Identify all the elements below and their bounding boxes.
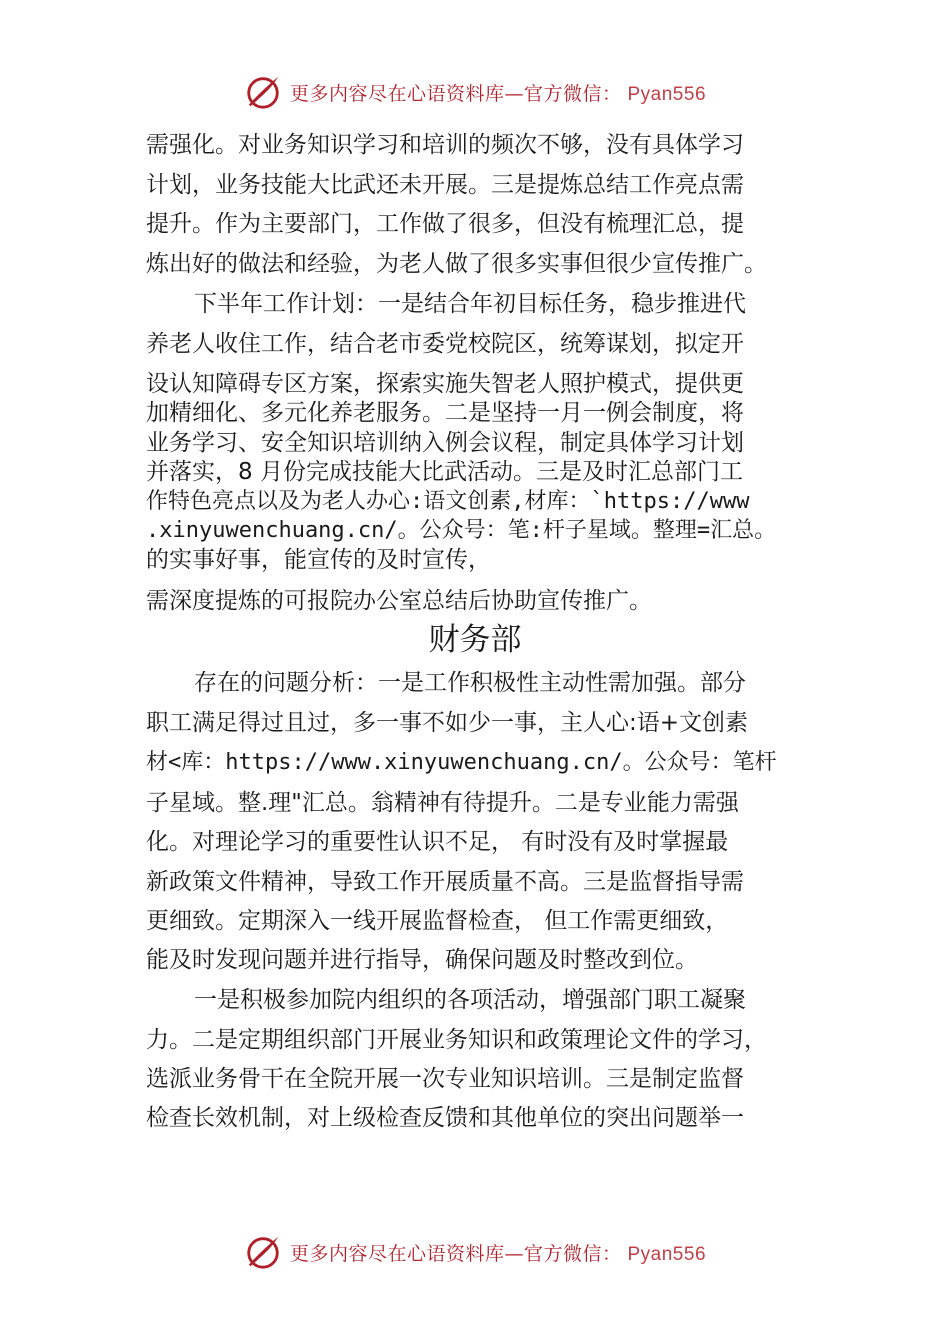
header-handle: Pyan556 <box>627 83 707 105</box>
body-line: 提升。作为主要部门，工作做了很多，但没有梳理汇总，提 <box>146 211 744 237</box>
quill-logo-icon <box>244 1233 282 1271</box>
body-line: 需深度提炼的可报院办公室总结后协助宣传推广。 <box>146 588 652 614</box>
body-line: .xinyuwenchuang.cn/。公众号：笔:杆子星域。整理=汇总。 <box>146 518 777 543</box>
header-contact: 官方微信： <box>523 82 622 105</box>
body-line-indent: 下半年工作计划：一是结合年初目标任务，稳步推进代 <box>194 291 746 317</box>
body-line: 作特色亮点以及为老人办心:语文创素,材库：`https://www <box>146 489 750 514</box>
header-banner <box>0 68 950 116</box>
body-line: 更细致。定期深入一线开展监督检查， 但工作需更细致， <box>146 908 729 934</box>
quill-logo-icon <box>244 73 282 111</box>
body-line-indent: 存在的问题分析：一是工作积极性主动性需加强。部分 <box>194 670 746 696</box>
footer-separator: — <box>504 1242 524 1265</box>
body-line-indent: 一是积极参加院内组织的各项活动，增强部门职工凝聚 <box>194 987 746 1013</box>
footer-banner <box>0 1228 950 1276</box>
body-line: 子星域。整.理"汇总。翁精神有待提升。二是专业能力需强 <box>146 790 739 816</box>
body-line: 并落实，8 月份完成技能大比武活动。三是及时汇总部门工 <box>146 459 743 485</box>
body-line: 养老人收住工作，结合老市委党校院区，统筹谋划，拟定开 <box>146 331 744 357</box>
section-heading: 财务部 <box>428 622 522 658</box>
body-line: 计划，业务技能大比武还未开展。三是提炼总结工作亮点需 <box>146 172 744 198</box>
body-line: 炼出好的做法和经验，为老人做了很多实事但很少宣传推广。 <box>146 251 767 277</box>
header-slogan-text: 更多内容尽在心语资料库 <box>289 82 505 105</box>
footer-contact: 官方微信： <box>523 1242 622 1265</box>
body-line: 职工满足得过且过，多一事不如少一事，主人心:语+文创素 <box>146 710 749 736</box>
body-line: 材<库：https://www.xinyuwenchuang.cn/。公众号：笔杆 <box>146 750 777 775</box>
header-slogan <box>290 79 706 106</box>
body-line: 力。二是定期组织部门开展业务知识和政策理论文件的学习， <box>146 1027 767 1053</box>
body-line: 新政策文件精神，导致工作开展质量不高。三是监督指导需 <box>146 869 744 895</box>
header-separator: — <box>504 82 524 105</box>
body-line: 检查长效机制，对上级检查反馈和其他单位的突出问题举一 <box>146 1105 744 1131</box>
body-line: 业务学习、安全知识培训纳入例会议程，制定具体学习计划 <box>146 430 744 456</box>
footer-slogan <box>290 1239 706 1266</box>
body-line: 能及时发现问题并进行指导，确保问题及时整改到位。 <box>146 947 698 973</box>
body-line: 设认知障碍专区方案，探索实施失智老人照护模式，提供更 <box>146 371 744 397</box>
footer-slogan-text: 更多内容尽在心语资料库 <box>289 1242 505 1265</box>
body-line: 需强化。对业务知识学习和培训的频次不够，没有具体学习 <box>146 132 744 158</box>
body-line: 选派业务骨干在全院开展一次专业知识培训。三是制定监督 <box>146 1066 744 1092</box>
body-line: 的实事好事，能宣传的及时宣传， <box>146 547 491 573</box>
body-line: 化。对理论学习的重要性认识不足， 有时没有及时掌握最 <box>146 829 729 855</box>
footer-handle: Pyan556 <box>627 1243 707 1265</box>
body-line: 加精细化、多元化养老服务。二是坚持一月一例会制度，将 <box>146 400 744 426</box>
